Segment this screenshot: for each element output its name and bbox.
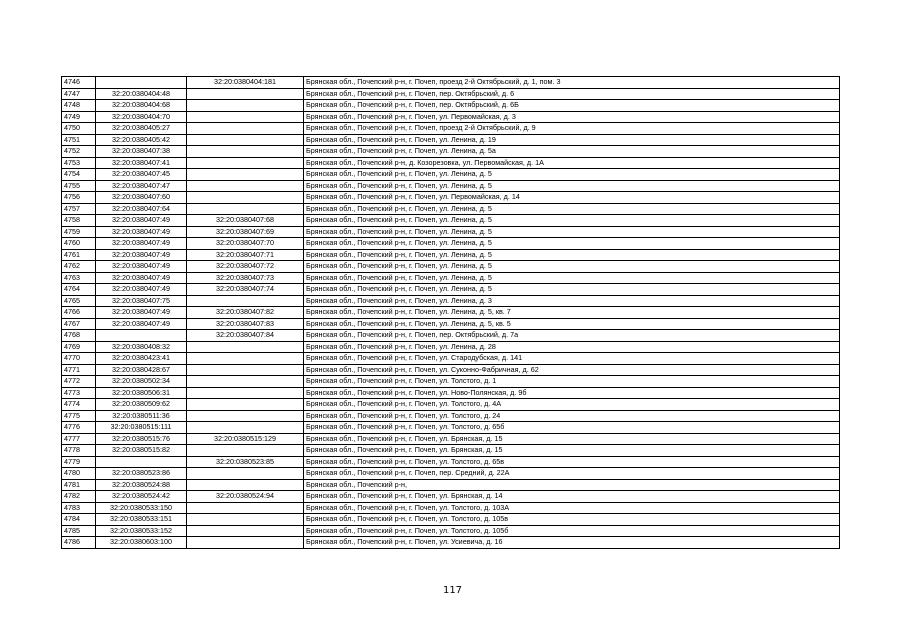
table-row xyxy=(62,77,840,89)
address-cell: Брянская обл., Почепский р-н, г. Почеп, ул. Ленина, д. 5 xyxy=(304,238,840,250)
address-cell: Брянская обл., Почепский р-н, г. Почеп, ул. Ленина, д. 5 xyxy=(304,215,840,227)
related-cadastral-number-cell xyxy=(187,295,304,307)
row-number-cell: 4773 xyxy=(62,387,96,399)
address-cell: Брянская обл., Почепский р-н, г. Почеп, ул. Первомайская, д. 3 xyxy=(304,111,840,123)
table-row xyxy=(62,215,840,227)
table-row xyxy=(62,261,840,273)
related-cadastral-number-cell xyxy=(187,410,304,422)
related-cadastral-number-cell: 32:20:0380524:94 xyxy=(187,491,304,503)
related-cadastral-number-cell: 32:20:0380407:72 xyxy=(187,261,304,273)
address-cell: Брянская обл., Почепский р-н, г. Почеп, ул. Стародубская, д. 141 xyxy=(304,353,840,365)
table-row xyxy=(62,353,840,365)
cadastral-number-cell: 32:20:0380603:100 xyxy=(96,537,187,549)
row-number-cell: 4758 xyxy=(62,215,96,227)
address-cell: Брянская обл., Почепский р-н, г. Почеп, ул. Толстого, д. 24 xyxy=(304,410,840,422)
cadastral-number-cell xyxy=(96,456,187,468)
row-number-cell: 4755 xyxy=(62,180,96,192)
cadastral-number-cell: 32:20:0380506:31 xyxy=(96,387,187,399)
related-cadastral-number-cell: 32:20:0380407:71 xyxy=(187,249,304,261)
related-cadastral-number-cell: 32:20:0380407:83 xyxy=(187,318,304,330)
related-cadastral-number-cell xyxy=(187,169,304,181)
related-cadastral-number-cell: 32:20:0380404:181 xyxy=(187,77,304,89)
row-number-cell: 4757 xyxy=(62,203,96,215)
cadastral-number-cell: 32:20:0380428:67 xyxy=(96,364,187,376)
table-row xyxy=(62,157,840,169)
cadastral-number-cell: 32:20:0380407:64 xyxy=(96,203,187,215)
table-row xyxy=(62,387,840,399)
row-number-cell: 4777 xyxy=(62,433,96,445)
cadastral-number-cell: 32:20:0380515:111 xyxy=(96,422,187,434)
property-table-body xyxy=(62,77,840,549)
cadastral-number-cell: 32:20:0380407:41 xyxy=(96,157,187,169)
cadastral-number-cell: 32:20:0380407:49 xyxy=(96,318,187,330)
table-row xyxy=(62,88,840,100)
row-number-cell: 4748 xyxy=(62,100,96,112)
row-number-cell: 4761 xyxy=(62,249,96,261)
related-cadastral-number-cell xyxy=(187,468,304,480)
related-cadastral-number-cell xyxy=(187,123,304,135)
related-cadastral-number-cell: 32:20:0380407:84 xyxy=(187,330,304,342)
cadastral-number-cell: 32:20:0380515:76 xyxy=(96,433,187,445)
related-cadastral-number-cell xyxy=(187,88,304,100)
address-cell: Брянская обл., Почепский р-н, xyxy=(304,479,840,491)
related-cadastral-number-cell xyxy=(187,422,304,434)
table-row xyxy=(62,456,840,468)
cadastral-number-cell: 32:20:0380407:49 xyxy=(96,215,187,227)
related-cadastral-number-cell xyxy=(187,514,304,526)
address-cell: Брянская обл., Почепский р-н, г. Почеп, ул. Ленина, д. 28 xyxy=(304,341,840,353)
cadastral-number-cell: 32:20:0380502:34 xyxy=(96,376,187,388)
row-number-cell: 4775 xyxy=(62,410,96,422)
address-cell: Брянская обл., Почепский р-н, г. Почеп, ул. Ленина, д. 5а xyxy=(304,146,840,158)
table-row xyxy=(62,341,840,353)
address-cell: Брянская обл., Почепский р-н, г. Почеп, ул. Толстого, д. 105в xyxy=(304,514,840,526)
cadastral-number-cell: 32:20:0380407:38 xyxy=(96,146,187,158)
table-row xyxy=(62,433,840,445)
cadastral-number-cell: 32:20:0380407:47 xyxy=(96,180,187,192)
row-number-cell: 4778 xyxy=(62,445,96,457)
table-row xyxy=(62,272,840,284)
address-cell: Брянская обл., Почепский р-н, г. Почеп, ул. Толстого, д. 65б xyxy=(304,422,840,434)
table-row xyxy=(62,100,840,112)
cadastral-number-cell: 32:20:0380407:49 xyxy=(96,307,187,319)
row-number-cell: 4776 xyxy=(62,422,96,434)
related-cadastral-number-cell xyxy=(187,111,304,123)
address-cell: Брянская обл., Почепский р-н, г. Почеп, проезд 2-й Октябрьский, д. 9 xyxy=(304,123,840,135)
row-number-cell: 4752 xyxy=(62,146,96,158)
address-cell: Брянская обл., Почепский р-н, г. Почеп, ул. Ленина, д. 5 xyxy=(304,203,840,215)
related-cadastral-number-cell xyxy=(187,134,304,146)
related-cadastral-number-cell xyxy=(187,376,304,388)
related-cadastral-number-cell xyxy=(187,341,304,353)
related-cadastral-number-cell xyxy=(187,502,304,514)
cadastral-number-cell: 32:20:0380523:86 xyxy=(96,468,187,480)
related-cadastral-number-cell xyxy=(187,364,304,376)
row-number-cell: 4764 xyxy=(62,284,96,296)
cadastral-number-cell: 32:20:0380407:75 xyxy=(96,295,187,307)
row-number-cell: 4774 xyxy=(62,399,96,411)
cadastral-number-cell: 32:20:0380533:152 xyxy=(96,525,187,537)
table-row xyxy=(62,307,840,319)
table-row xyxy=(62,295,840,307)
table-row xyxy=(62,318,840,330)
cadastral-number-cell: 32:20:0380533:150 xyxy=(96,502,187,514)
cadastral-number-cell: 32:20:0380407:49 xyxy=(96,272,187,284)
address-cell: Брянская обл., Почепский р-н, г. Почеп, ул. Толстого, д. 4А xyxy=(304,399,840,411)
row-number-cell: 4753 xyxy=(62,157,96,169)
row-number-cell: 4759 xyxy=(62,226,96,238)
cadastral-number-cell: 32:20:0380524:42 xyxy=(96,491,187,503)
related-cadastral-number-cell xyxy=(187,100,304,112)
address-cell: Брянская обл., Почепский р-н, г. Почеп, ул. Ленина, д. 5 xyxy=(304,261,840,273)
cadastral-number-cell: 32:20:0380407:49 xyxy=(96,249,187,261)
page-number: 117 xyxy=(442,585,463,596)
row-number-cell: 4769 xyxy=(62,341,96,353)
related-cadastral-number-cell: 32:20:0380407:82 xyxy=(187,307,304,319)
address-cell: Брянская обл., Почепский р-н, г. Почеп, ул. Суконно-Фабричная, д. 62 xyxy=(304,364,840,376)
address-cell: Брянская обл., Почепский р-н, г. Почеп, ул. Ленина, д. 5 xyxy=(304,169,840,181)
cadastral-number-cell: 32:20:0380407:49 xyxy=(96,261,187,273)
cadastral-number-cell: 32:20:0380533:151 xyxy=(96,514,187,526)
cadastral-number-cell: 32:20:0380407:49 xyxy=(96,238,187,250)
related-cadastral-number-cell: 32:20:0380407:69 xyxy=(187,226,304,238)
table-row xyxy=(62,364,840,376)
row-number-cell: 4771 xyxy=(62,364,96,376)
cadastral-number-cell: 32:20:0380408:32 xyxy=(96,341,187,353)
table-row xyxy=(62,502,840,514)
related-cadastral-number-cell xyxy=(187,525,304,537)
related-cadastral-number-cell xyxy=(187,192,304,204)
cadastral-number-cell: 32:20:0380524:88 xyxy=(96,479,187,491)
address-cell: Брянская обл., Почепский р-н, г. Почеп, ул. Ленина, д. 19 xyxy=(304,134,840,146)
cadastral-number-cell: 32:20:0380407:49 xyxy=(96,226,187,238)
address-cell: Брянская обл., Почепский р-н, г. Почеп, ул. Брянская, д. 15 xyxy=(304,445,840,457)
address-cell: Брянская обл., Почепский р-н, г. Почеп, ул. Толстого, д. 105б xyxy=(304,525,840,537)
table-row xyxy=(62,525,840,537)
table-row xyxy=(62,192,840,204)
address-cell: Брянская обл., Почепский р-н, г. Почеп, проезд 2-й Октябрьский, д. 1, пом. 3 xyxy=(304,77,840,89)
property-table xyxy=(61,76,840,549)
address-cell: Брянская обл., Почепский р-н, г. Почеп, пер. Октябрьский, д. 6 xyxy=(304,88,840,100)
row-number-cell: 4772 xyxy=(62,376,96,388)
address-cell: Брянская обл., Почепский р-н, г. Почеп, ул. Толстого, д. 1 xyxy=(304,376,840,388)
row-number-cell: 4785 xyxy=(62,525,96,537)
address-cell: Брянская обл., Почепский р-н, д. Козорезовка, ул. Первомайская, д. 1А xyxy=(304,157,840,169)
table-row xyxy=(62,169,840,181)
cadastral-number-cell: 32:20:0380404:48 xyxy=(96,88,187,100)
related-cadastral-number-cell: 32:20:0380407:70 xyxy=(187,238,304,250)
table-row xyxy=(62,445,840,457)
address-cell: Брянская обл., Почепский р-н, г. Почеп, ул. Усиевича, д. 16 xyxy=(304,537,840,549)
row-number-cell: 4760 xyxy=(62,238,96,250)
cadastral-number-cell xyxy=(96,330,187,342)
cadastral-number-cell: 32:20:0380423:41 xyxy=(96,353,187,365)
row-number-cell: 4781 xyxy=(62,479,96,491)
related-cadastral-number-cell: 32:20:0380407:68 xyxy=(187,215,304,227)
related-cadastral-number-cell xyxy=(187,146,304,158)
related-cadastral-number-cell xyxy=(187,157,304,169)
related-cadastral-number-cell xyxy=(187,479,304,491)
address-cell: Брянская обл., Почепский р-н, г. Почеп, ул. Брянская, д. 14 xyxy=(304,491,840,503)
cadastral-number-cell: 32:20:0380511:36 xyxy=(96,410,187,422)
address-cell: Брянская обл., Почепский р-н, г. Почеп, ул. Брянская, д. 15 xyxy=(304,433,840,445)
related-cadastral-number-cell: 32:20:0380407:74 xyxy=(187,284,304,296)
row-number-cell: 4770 xyxy=(62,353,96,365)
address-cell: Брянская обл., Почепский р-н, г. Почеп, ул. Ленина, д. 5, кв. 7 xyxy=(304,307,840,319)
cadastral-number-cell: 32:20:0380405:42 xyxy=(96,134,187,146)
related-cadastral-number-cell xyxy=(187,399,304,411)
address-cell: Брянская обл., Почепский р-н, г. Почеп, ул. Ново-Полянская, д. 9б xyxy=(304,387,840,399)
cadastral-number-cell: 32:20:0380404:70 xyxy=(96,111,187,123)
row-number-cell: 4763 xyxy=(62,272,96,284)
row-number-cell: 4768 xyxy=(62,330,96,342)
row-number-cell: 4746 xyxy=(62,77,96,89)
table-row xyxy=(62,479,840,491)
address-cell: Брянская обл., Почепский р-н, г. Почеп, пер. Средний, д. 22А xyxy=(304,468,840,480)
table-row xyxy=(62,537,840,549)
address-cell: Брянская обл., Почепский р-н, г. Почеп, ул. Толстого, д. 103А xyxy=(304,502,840,514)
table-row xyxy=(62,410,840,422)
table-row xyxy=(62,203,840,215)
table-row xyxy=(62,422,840,434)
address-cell: Брянская обл., Почепский р-н, г. Почеп, ул. Ленина, д. 5 xyxy=(304,226,840,238)
row-number-cell: 4779 xyxy=(62,456,96,468)
related-cadastral-number-cell: 32:20:0380523:85 xyxy=(187,456,304,468)
table-row xyxy=(62,226,840,238)
row-number-cell: 4754 xyxy=(62,169,96,181)
row-number-cell: 4750 xyxy=(62,123,96,135)
address-cell: Брянская обл., Почепский р-н, г. Почеп, ул. Ленина, д. 5, кв. 5 xyxy=(304,318,840,330)
related-cadastral-number-cell: 32:20:0380515:129 xyxy=(187,433,304,445)
table-row xyxy=(62,284,840,296)
address-cell: Брянская обл., Почепский р-н, г. Почеп, ул. Толстого, д. 65в xyxy=(304,456,840,468)
table-row xyxy=(62,514,840,526)
related-cadastral-number-cell xyxy=(187,353,304,365)
address-cell: Брянская обл., Почепский р-н, г. Почеп, пер. Октябрьский, д. 7а xyxy=(304,330,840,342)
cadastral-number-cell: 32:20:0380407:60 xyxy=(96,192,187,204)
address-cell: Брянская обл., Почепский р-н, г. Почеп, ул. Ленина, д. 5 xyxy=(304,272,840,284)
table-row xyxy=(62,399,840,411)
row-number-cell: 4766 xyxy=(62,307,96,319)
cadastral-number-cell xyxy=(96,77,187,89)
cadastral-number-cell: 32:20:0380515:82 xyxy=(96,445,187,457)
table-row xyxy=(62,111,840,123)
row-number-cell: 4765 xyxy=(62,295,96,307)
cadastral-number-cell: 32:20:0380404:68 xyxy=(96,100,187,112)
row-number-cell: 4782 xyxy=(62,491,96,503)
table-row xyxy=(62,491,840,503)
table-row xyxy=(62,238,840,250)
address-cell: Брянская обл., Почепский р-н, г. Почеп, ул. Ленина, д. 5 xyxy=(304,284,840,296)
table-row xyxy=(62,123,840,135)
table-row xyxy=(62,134,840,146)
row-number-cell: 4747 xyxy=(62,88,96,100)
table-row xyxy=(62,468,840,480)
row-number-cell: 4767 xyxy=(62,318,96,330)
related-cadastral-number-cell xyxy=(187,537,304,549)
cadastral-number-cell: 32:20:0380509:62 xyxy=(96,399,187,411)
table-row xyxy=(62,330,840,342)
cadastral-number-cell: 32:20:0380407:49 xyxy=(96,284,187,296)
row-number-cell: 4756 xyxy=(62,192,96,204)
row-number-cell: 4783 xyxy=(62,502,96,514)
related-cadastral-number-cell xyxy=(187,445,304,457)
related-cadastral-number-cell: 32:20:0380407:73 xyxy=(187,272,304,284)
row-number-cell: 4751 xyxy=(62,134,96,146)
row-number-cell: 4786 xyxy=(62,537,96,549)
address-cell: Брянская обл., Почепский р-н, г. Почеп, ул. Ленина, д. 5 xyxy=(304,180,840,192)
table-row xyxy=(62,180,840,192)
row-number-cell: 4762 xyxy=(62,261,96,273)
address-cell: Брянская обл., Почепский р-н, г. Почеп, ул. Первомайская, д. 14 xyxy=(304,192,840,204)
address-cell: Брянская обл., Почепский р-н, г. Почеп, пер. Октябрьский, д. 6Б xyxy=(304,100,840,112)
related-cadastral-number-cell xyxy=(187,180,304,192)
related-cadastral-number-cell xyxy=(187,203,304,215)
cadastral-number-cell: 32:20:0380407:45 xyxy=(96,169,187,181)
address-cell: Брянская обл., Почепский р-н, г. Почеп, ул. Ленина, д. 3 xyxy=(304,295,840,307)
row-number-cell: 4780 xyxy=(62,468,96,480)
cadastral-number-cell: 32:20:0380405:27 xyxy=(96,123,187,135)
row-number-cell: 4784 xyxy=(62,514,96,526)
related-cadastral-number-cell xyxy=(187,387,304,399)
row-number-cell: 4749 xyxy=(62,111,96,123)
table-row xyxy=(62,249,840,261)
address-cell: Брянская обл., Почепский р-н, г. Почеп, ул. Ленина, д. 5 xyxy=(304,249,840,261)
table-row xyxy=(62,146,840,158)
table-row xyxy=(62,376,840,388)
